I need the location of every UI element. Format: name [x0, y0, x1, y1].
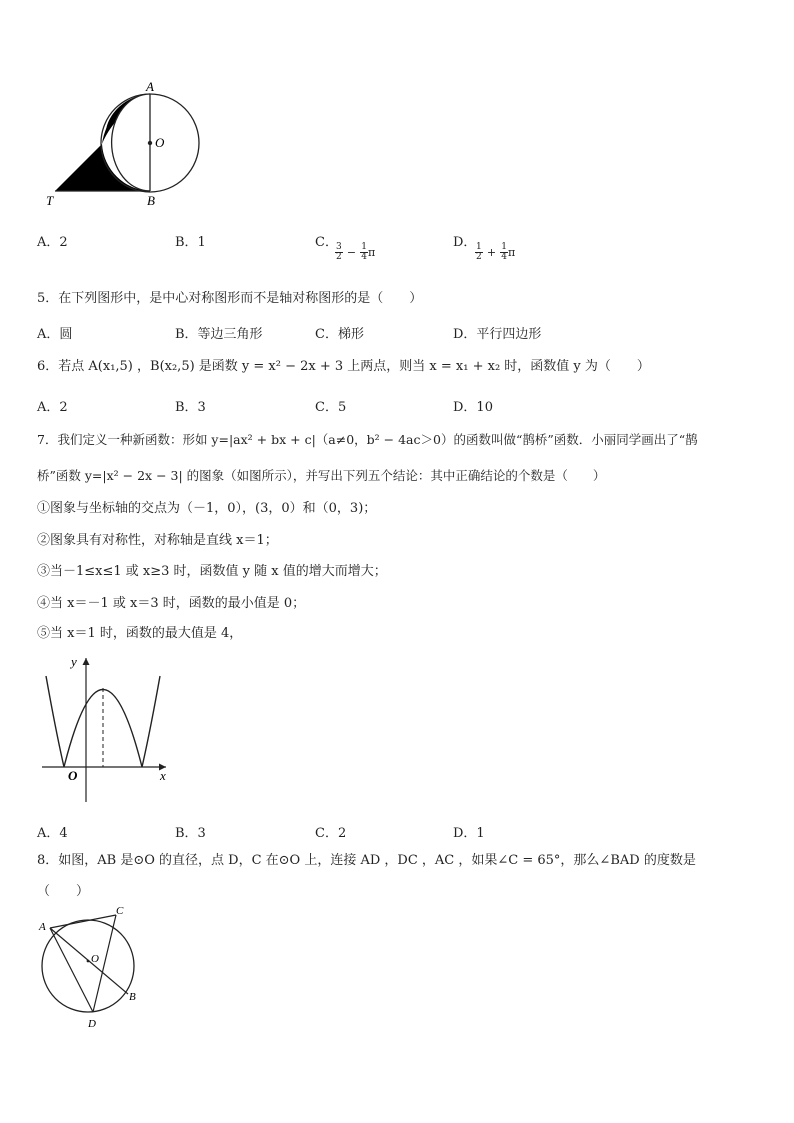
label-x: x — [160, 768, 166, 783]
q7-option-d[interactable]: D．1 — [453, 826, 485, 841]
q4-option-c-expr: $\frac{3}{2}$ − $\frac{1}{4}$ π — [336, 242, 376, 262]
q4-option-a[interactable]: A．2 — [37, 235, 68, 250]
q5-option-d[interactable]: D．平行四边形 — [453, 327, 542, 342]
q8-question-line2: （ ） — [37, 884, 90, 899]
q7-question-line2: 桥”函数 y=|x² − 2x − 3| 的图象（如图所示），并写出下列五个结论：其中正确结论的个数是（ ） — [37, 468, 606, 483]
q4-option-d-label: D． — [453, 235, 477, 250]
figure-q7-graph — [38, 652, 178, 808]
label-o-q8: O — [91, 953, 99, 965]
curve-left-branch — [46, 676, 64, 767]
curve-middle-arch — [64, 690, 142, 768]
q7-statement-3: ③当－1≤x≤1 或 x≥3 时，函数值 y 随 x 值的增大而增大； — [37, 564, 387, 579]
q6-option-b[interactable]: B．3 — [175, 400, 206, 415]
figure-circle-tangent — [40, 80, 210, 210]
figure-q8-circle — [36, 902, 146, 1032]
label-t: T — [46, 193, 54, 208]
q7-question-line1: 7．我们定义一种新函数：形如 y=|ax² + bx + c|（a≠0，b² − 4ac＞0）的函数叫做“鹊桥”函数．小丽同学画出了“鹊 — [37, 432, 698, 447]
q7-statement-2: ②图象具有对称性，对称轴是直线 x＝1； — [37, 533, 278, 548]
q4-option-c-label: C． — [315, 235, 338, 250]
circle-o-q8 — [42, 920, 134, 1012]
center-o — [148, 141, 152, 145]
label-b: B — [147, 193, 155, 208]
q7-option-c[interactable]: C．2 — [315, 826, 347, 841]
center-o-q8 — [87, 960, 90, 963]
q4-option-d-expr: $\frac{1}{2}$ + $\frac{1}{4}$ π — [476, 242, 516, 262]
q5-option-a[interactable]: A．圆 — [37, 327, 73, 342]
q8-question-line1: 8．如图，AB 是⊙O 的直径，点 D，C 在⊙O 上，连接 AD ，DC ，AC ，如果∠C = 65°，那么∠BAD 的度数是 — [37, 853, 696, 868]
chord-ac — [50, 915, 116, 928]
q7-statement-5: ⑤当 x＝1 时，函数的最大值是 4， — [37, 626, 243, 641]
q6-question: 6．若点 A(x₁,5) ，B(x₂,5) 是函数 y = x² − 2x + 3 上两点，则当 x = x₁ + x₂ 时，函数值 y 为（ ） — [37, 359, 650, 374]
q6-option-d[interactable]: D．10 — [453, 400, 493, 415]
q7-statement-1: ①图象与坐标轴的交点为（－1，0），(3，0）和（0，3)； — [37, 501, 377, 516]
q6-option-a[interactable]: A．2 — [37, 400, 68, 415]
q6-option-c[interactable]: C．5 — [315, 400, 347, 415]
q5-question: 5．在下列图形中，是中心对称图形而不是轴对称图形的是（ ） — [37, 291, 423, 306]
q7-option-b[interactable]: B．3 — [175, 826, 206, 841]
q5-option-c[interactable]: C．梯形 — [315, 327, 364, 342]
label-o: O — [155, 135, 165, 150]
q5-option-b[interactable]: B．等边三角形 — [175, 327, 263, 342]
label-b-q8: B — [129, 991, 136, 1003]
q7-statement-4: ④当 x＝－1 或 x＝3 时，函数的最小值是 0； — [37, 596, 306, 611]
label-a-q8: A — [39, 921, 46, 933]
q7-option-a[interactable]: A．4 — [37, 826, 68, 841]
q4-option-b[interactable]: B．1 — [175, 235, 206, 250]
label-a: A — [146, 80, 154, 94]
label-d-q8: D — [88, 1018, 96, 1030]
curve-right-branch — [142, 676, 160, 767]
label-c-q8: C — [116, 905, 124, 917]
label-origin: O — [68, 768, 78, 783]
q4-option-d[interactable] — [453, 231, 476, 250]
label-y: y — [71, 654, 77, 669]
